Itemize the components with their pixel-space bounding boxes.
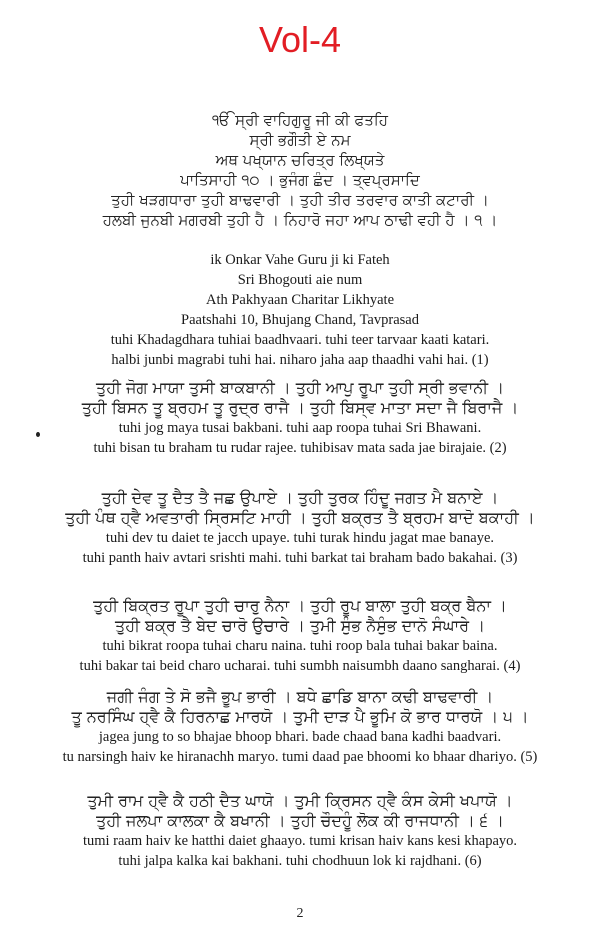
transliteration-line: Paatshahi 10, Bhujang Chand, Tavprasad (181, 312, 419, 328)
transliteration-line: tuhi dev tu daiet te jacch upaye. tuhi turak hindu jagat mae banaye. (105, 530, 495, 546)
transliteration-line: tuhi panth haiv avtari srishti mahi. tuhi barkat tai braham bado bakahai. (3) (82, 550, 518, 566)
transliteration-line: Sri Bhogouti aie num (237, 272, 363, 288)
transliteration-line: Ath Pakhyaan Charitar Likhyate (205, 292, 395, 308)
gurmukhi-line: ਸ੍ਰੀ ਭਗੌਤੀ ਏ ਨਮ (249, 131, 351, 149)
transliteration-line: ik Onkar Vahe Guru ji ki Fateh (210, 252, 390, 268)
verse-3 (0, 488, 600, 568)
transliteration-line: tumi raam haiv ke hatthi daiet ghaayo. tumi krisan haiv kans kesi khapayo. (82, 833, 518, 849)
verse-2 (0, 378, 600, 458)
intro-gurmukhi (0, 110, 600, 230)
intro-transliteration (0, 250, 600, 370)
volume-title: Vol-4 (258, 19, 342, 60)
gurmukhi-line: ਤੁਮੀ ਰਾਮ ਹ੍ਵੈ ਕੈ ਹਠੀ ਦੈਤ ਘਾਯੋ । ਤੁਮੀ ਕ੍ਰਿਸਨ ਹ੍ਵੈ ਕੰਸ ਕੇਸੀ ਖਪਾਯੋ । (87, 791, 513, 810)
transliteration-line: tuhi jog maya tusai bakbani. tuhi aap roopa tuhai Sri Bhawani. (118, 420, 482, 436)
verse-6 (0, 791, 600, 871)
transliteration-line: jagea jung to so bhajae bhoop bhari. bade chaad bana kadhi baadvari. (98, 729, 502, 745)
gurmukhi-line: ਤੁਹੀ ਜਲਪਾ ਕਾਲਕਾ ਕੈ ਬਖਾਨੀ । ਤੁਹੀ ਚੌਦਹੂੰ ਲੋਕ ਕੀ ਰਾਜਧਾਨੀ । ੬ । (96, 811, 504, 830)
gurmukhi-line: ਤੁਹੀ ਪੰਥ ਹ੍ਵੈ ਅਵਤਾਰੀ ਸ੍ਰਿਸਟਿ ਮਾਹੀ । ਤੁਹੀ ਬਕ੍ਰਤ ਤੈ ਬ੍ਰਹਮ ਬਾਦੋ ਬਕਾਹੀ । (65, 508, 535, 527)
transliteration-line: tu narsingh haiv ke hiranachh maryo. tumi daad pae bhoomi ko bhaar dhariyo. (5) (62, 749, 538, 765)
verse-4 (0, 596, 600, 676)
gurmukhi-line: ਤੁਹੀ ਦੇਵ ਤੂ ਦੈਤ ਤੈ ਜਛ ਉਪਾਏ । ਤੁਹੀ ਤੁਰਕ ਹਿੰਦੂ ਜਗਤ ਮੈ ਬਨਾਏ । (101, 488, 499, 507)
gurmukhi-line: ਤੂ ਨਰਸਿੰਘ ਹ੍ਵੈ ਕੈ ਹਿਰਨਾਛ ਮਾਰਯੋ । ਤੁਮੀ ਦਾੜ ਪੈ ਭੂਮਿ ਕੋ ਭਾਰ ਧਾਰਯੋ । ੫ । (71, 707, 529, 726)
transliteration-line: tuhi bikrat roopa tuhai charu naina. tuhi roop bala tuhai bakar baina. (102, 638, 498, 654)
verse-5 (0, 687, 600, 767)
gurmukhi-line: ਤੁਹੀ ਬਿਕ੍ਰਤ ਰੂਪਾ ਤੁਹੀ ਚਾਰੁ ਨੈਨਾ । ਤੁਹੀ ਰੂਪ ਬਾਲਾ ਤੁਹੀ ਬਕ੍ਰ ਬੈਨਾ । (93, 596, 507, 615)
gurmukhi-line: ਤੁਹੀ ਖੜਗਧਾਰਾ ਤੁਹੀ ਬਾਢਵਾਰੀ । ਤੁਹੀ ਤੀਰ ਤਰਵਾਰ ਕਾਤੀ ਕਟਾਰੀ । (111, 191, 489, 209)
page-number: 2 (296, 906, 304, 921)
stray-dot (36, 432, 40, 437)
transliteration-line: tuhi bisan tu braham tu rudar rajee. tuhibisav mata sada jae birajaie. (2) (93, 440, 507, 456)
transliteration-line: tuhi jalpa kalka kai bakhani. tuhi chodhuun lok ki rajdhani. (6) (118, 853, 482, 869)
gurmukhi-line: ੴ ਸ੍ਰੀ ਵਾਹਿਗੁਰੂ ਜੀ ਕੀ ਫਤਹਿ (212, 111, 388, 129)
transliteration-line: tuhi Khadagdhara tuhiai baadhvaari. tuhi teer tarvaar kaati katari. (110, 332, 490, 348)
gurmukhi-line: ਤੁਹੀ ਬਕ੍ਰ ਤੈ ਬੇਦ ਚਾਰੋ ਉਚਾਰੇ । ਤੁਮੀ ਸੁੰਭ ਨੈਸੁੰਭ ਦਾਨੋ ਸੰਘਾਰੇ । (115, 616, 485, 635)
gurmukhi-line: ਜਗੀ ਜੰਗ ਤੇ ਸੋ ਭਜੈ ਭੂਪ ਭਾਰੀ । ਬਧੇ ਛਾਡਿ ਬਾਨਾ ਕਢੀ ਬਾਢਵਾਰੀ । (106, 687, 494, 706)
gurmukhi-line: ਅਥ ਪਖ੍ਯਾਨ ਚਰਿਤ੍ਰ ਲਿਖ੍ਯਤੇ (215, 151, 385, 169)
transliteration-line: tuhi bakar tai beid charo ucharai. tuhi sumbh naisumbh daano sangharai. (4) (79, 658, 521, 674)
transliteration-line: halbi junbi magrabi tuhi hai. niharo jaha aap thaadhi vahi hai. (1) (111, 352, 489, 368)
gurmukhi-line: ਪਾਤਿਸਾਹੀ ੧੦ । ਭੁਜੰਗ ਛੰਦ । ਤ੍ਵਪ੍ਰਸਾਦਿ (180, 171, 420, 189)
gurmukhi-line: ਤੁਹੀ ਜੋਗ ਮਾਯਾ ਤੁਸੀ ਬਾਕਬਾਨੀ । ਤੁਹੀ ਆਪੁ ਰੂਪਾ ਤੁਹੀ ਸ੍ਰੀ ਭਵਾਨੀ । (96, 378, 504, 397)
gurmukhi-line: ਤੁਹੀ ਬਿਸਨ ਤੂ ਬ੍ਰਹਮ ਤੂ ਰੁਦ੍ਰ ਰਾਜੈ । ਤੁਹੀ ਬਿਸ੍ਵ ਮਾਤਾ ਸਦਾ ਜੈ ਬਿਰਾਜੈ । (81, 398, 519, 417)
gurmukhi-line: ਹਲਬੀ ਜੁਨਬੀ ਮਗਰਬੀ ਤੁਹੀ ਹੈ । ਨਿਹਾਰੋ ਜਹਾ ਆਪ ਠਾਢੀ ਵਹੀ ਹੈ । ੧ । (102, 211, 498, 229)
